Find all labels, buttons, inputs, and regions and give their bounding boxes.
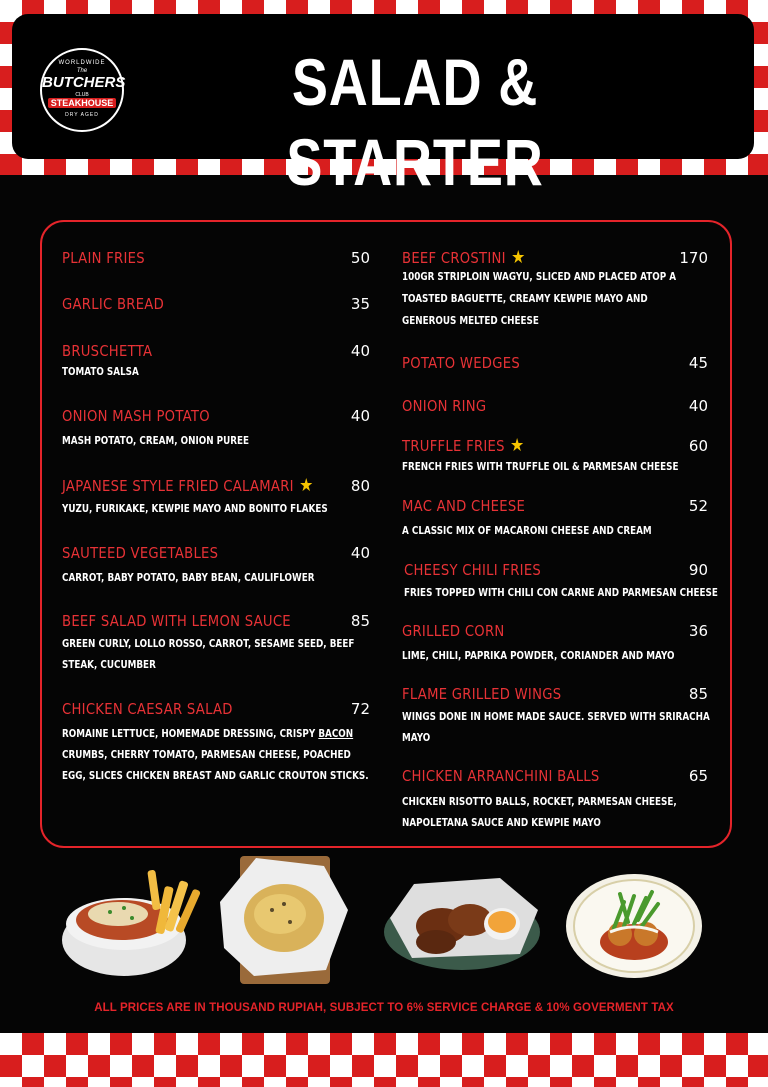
checkered-border-bottom (0, 1033, 768, 1087)
logo-main-text: BUTCHERS (42, 74, 126, 91)
item-description (62, 723, 353, 745)
item-name-text: JAPANESE STYLE FRIED CALAMARI (62, 477, 294, 495)
item-price: 72 (350, 700, 370, 718)
item-name: GRILLED CORN (402, 622, 505, 640)
item-name: GARLIC BREAD (62, 295, 165, 313)
arancini-balls-photo (562, 862, 706, 982)
item-description: CHICKEN RISOTTO BALLS, ROCKET, PARMESAN CHEESE, (402, 795, 677, 808)
menu-item-potato-wedges (402, 353, 708, 375)
item-description: WINGS DONE IN HOME MADE SAUCE. SERVED WITH SRIRACHA (402, 710, 710, 723)
item-description: FRIES TOPPED WITH CHILI CON CARNE AND PARMESAN CHEESE (404, 586, 718, 599)
item-description: YUZU, FURIKAKE, KEWPIE MAYO AND BONITO FLAKES (62, 502, 328, 515)
logo-club-text: CLUB (75, 92, 89, 98)
item-description: 100GR STRIPLOIN WAGYU, SLICED AND PLACED ATOP A (402, 270, 677, 283)
menu-item-garlic-bread (62, 294, 370, 316)
item-price: 36 (688, 622, 708, 640)
star-icon: ★ (510, 435, 525, 456)
item-description: EGG, SLICES CHICKEN BREAST AND GARLIC CROUTON STICKS. (62, 769, 369, 782)
star-icon: ★ (299, 475, 314, 496)
menu-item-mac-and-cheese (402, 496, 708, 544)
logo-bottom-text: DRY AGED (65, 112, 99, 118)
item-description: MAYO (402, 731, 431, 744)
menu-item-truffle-fries (402, 436, 708, 480)
menu-item-onion-ring (402, 396, 708, 418)
item-price: 60 (688, 437, 708, 455)
item-description: STEAK, CUCUMBER (62, 658, 156, 671)
menu-item-cheesy-chili-fries (402, 560, 718, 606)
item-price: 40 (350, 544, 370, 562)
item-description: A CLASSIC MIX OF MACARONI CHEESE AND CREAM (402, 524, 652, 537)
item-name (402, 436, 525, 456)
chili-fries-photo (52, 862, 212, 982)
item-name: FLAME GRILLED WINGS (402, 685, 562, 703)
item-name: BEEF SALAD WITH LEMON SAUCE (62, 612, 291, 630)
item-description: CARROT, BABY POTATO, BABY BEAN, CAULIFLOWER (62, 571, 315, 584)
star-icon: ★ (511, 247, 526, 268)
item-name: BRUSCHETTA (62, 342, 153, 360)
item-name-text: TRUFFLE FRIES (402, 437, 505, 455)
item-description: LIME, CHILI, PAPRIKA POWDER, CORIANDER AND MAYO (402, 649, 675, 662)
item-name: CHICKEN ARRANCHINI BALLS (402, 767, 600, 785)
item-description: MASH POTATO, CREAM, ONION PUREE (62, 434, 250, 447)
item-name: ONION MASH POTATO (62, 407, 210, 425)
item-description: TOASTED BAGUETTE, CREAMY KEWPIE MAYO AND (402, 292, 648, 305)
menu-item-sauteed-vegetables (62, 543, 370, 589)
item-price: 65 (688, 767, 708, 785)
menu-item-grilled-corn (402, 621, 708, 667)
item-price: 90 (688, 561, 708, 579)
menu-item-beef-crostini (402, 248, 708, 332)
item-name: MAC AND CHEESE (402, 497, 526, 515)
menu-item-chicken-arranchini-balls (402, 766, 708, 832)
item-description: TOMATO SALSA (62, 365, 139, 378)
item-price: 45 (688, 354, 708, 372)
item-name: PLAIN FRIES (62, 249, 145, 267)
menu-item-plain-fries (62, 248, 370, 270)
item-price: 40 (350, 407, 370, 425)
butchers-club-logo (40, 48, 124, 132)
item-price: 170 (679, 249, 708, 267)
item-description: NAPOLETANA SAUCE AND KEWPIE MAYO (402, 816, 601, 829)
item-description: FRENCH FRIES WITH TRUFFLE OIL & PARMESAN CHEESE (402, 460, 679, 473)
item-price: 85 (350, 612, 370, 630)
item-price: 85 (688, 685, 708, 703)
item-name (62, 476, 314, 496)
item-description: GENEROUS MELTED CHEESE (402, 314, 539, 327)
menu-item-bruschetta (62, 341, 370, 385)
item-name (402, 248, 526, 268)
item-name: SAUTEED VEGETABLES (62, 544, 219, 562)
truffle-fries-photo (214, 852, 352, 986)
item-price: 80 (350, 477, 370, 495)
page-title: SALAD & STARTER (286, 45, 544, 199)
logo-top-text: WORLDWIDE (58, 60, 106, 66)
footer-price-note: ALL PRICES ARE IN THOUSAND RUPIAH, SUBJECT TO 6% SERVICE CHARGE & 10% GOVERMENT TAX (94, 1002, 674, 1014)
logo-steakhouse-text: STEAKHOUSE (48, 98, 116, 108)
menu-item-onion-mash-potato (62, 406, 370, 452)
logo-the-text: The (76, 68, 88, 74)
item-price: 50 (350, 249, 370, 267)
menu-item-beef-salad (62, 611, 370, 677)
menu-item-japanese-fried-calamari (62, 476, 370, 522)
item-description-bacon: BACON (318, 727, 354, 740)
item-price: 40 (350, 342, 370, 360)
item-name: CHEESY CHILI FRIES (404, 561, 542, 579)
item-name-text: BEEF CROSTINI (402, 249, 506, 267)
item-price: 40 (688, 397, 708, 415)
chicken-wings-photo (380, 862, 546, 982)
item-name: CHICKEN CAESAR SALAD (62, 700, 233, 718)
item-description-part: ROMAINE LETTUCE, HOMEMADE DRESSING, CRISPY (62, 727, 319, 740)
item-price: 52 (688, 497, 708, 515)
item-description: GREEN CURLY, LOLLO ROSSO, CARROT, SESAME SEED, BEEF (62, 637, 355, 650)
menu-item-chicken-caesar-salad (62, 699, 370, 789)
item-price: 35 (350, 295, 370, 313)
menu-item-flame-grilled-wings (402, 684, 708, 750)
item-name: ONION RING (402, 397, 487, 415)
item-description: CRUMBS, CHERRY TOMATO, PARMESAN CHEESE, POACHED (62, 748, 351, 761)
item-name: POTATO WEDGES (402, 354, 520, 372)
